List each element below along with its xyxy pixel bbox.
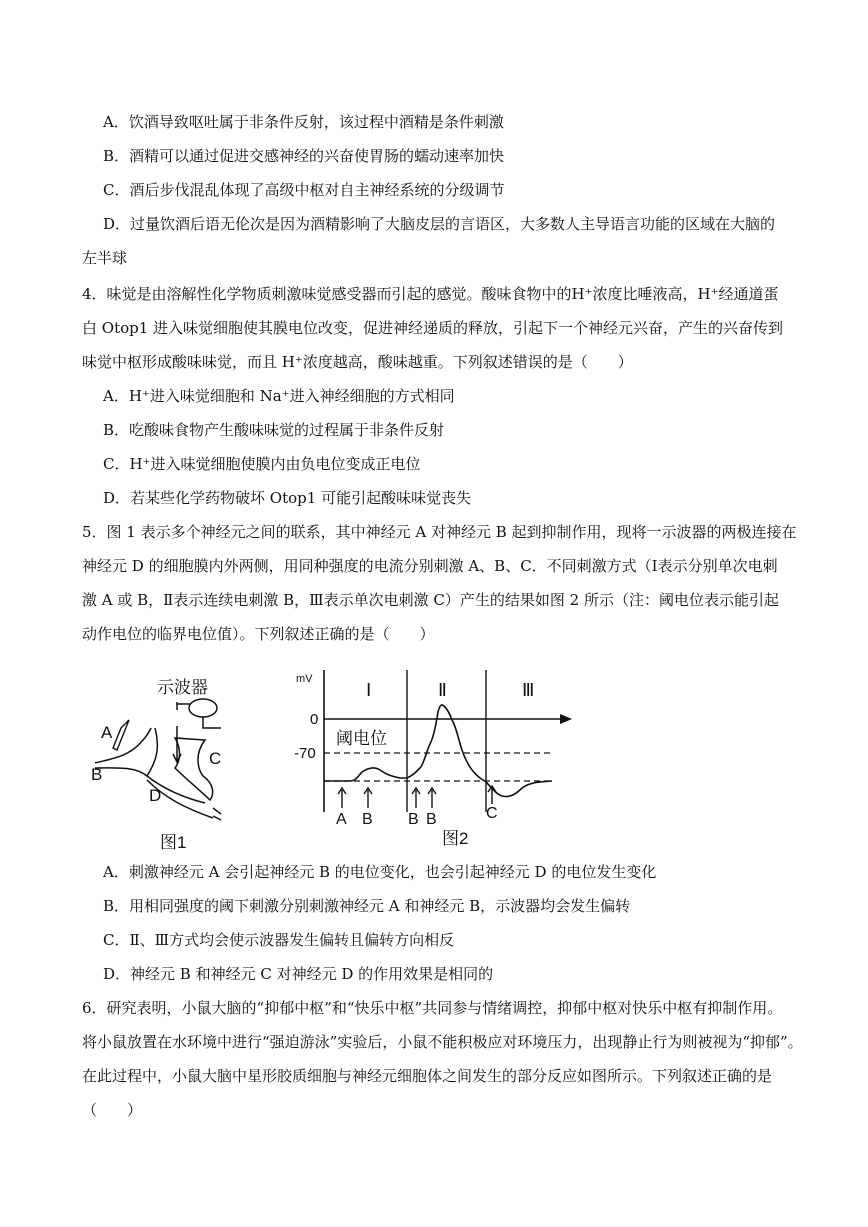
fig2-label-b3: B [426,811,437,826]
fig1-label-d: D [149,786,162,805]
fig1-label-c: C [209,749,222,768]
q3-option-b: B．酒精可以通过促进交感神经的兴奋使胃肠的蠕动速率加快 [103,147,505,165]
fig2-arrow-b2 [412,788,420,808]
fig1-label-b: B [91,765,103,784]
q5-option-b: B．用相同强度的阈下刺激分别刺激神经元 A 和神经元 B，示波器均会发生偏转 [103,897,631,915]
q5-stem-line2: 神经元 D 的细胞膜内外两侧，用同种强度的电流分别刺激 A、B、C．不同刺激方式（Ⅰ表示分别单次电刺 [82,557,778,575]
q4-stem-line1: 4．味觉是由溶解性化学物质刺激味觉感受器而引起的感觉。酸味食物中的H⁺浓度比唾液高，H⁺经通道蛋 [82,285,779,303]
figure-1-neurons [85,668,245,843]
fig2-threshold-label: 阈电位 [336,729,387,748]
fig2-zero-label: 0 [310,711,319,728]
fig2-arrow-a [338,788,346,808]
q3-option-d-cont: 左半球 [82,249,128,267]
q4-stem-line2: 白 Otop1 进入味觉细胞使其膜电位改变，促进神经递质的释放，引起下一个神经元兴奋，产生的兴奋传到 [82,319,784,337]
fig2-label-b2: B [408,811,419,826]
fig2-axis-arrow-icon [560,714,572,724]
q4-option-b: B．吃酸味食物产生酸味味觉的过程属于非条件反射 [103,421,445,439]
q5-stem-line3: 激 A 或 B，Ⅱ表示连续电刺激 B，Ⅲ表示单次电刺激 C）产生的结果如图 2 所示（注：阈电位表示能引起 [82,591,779,609]
q5-option-d: D．神经元 B 和神经元 C 对神经元 D 的作用效果是相同的 [103,965,494,983]
fig2-caption: 图2 [442,829,469,848]
q5-option-a: A．刺激神经元 A 会引起神经元 B 的电位变化，也会引起神经元 D 的电位发生变化 [103,863,657,881]
q6-stem-line2: 将小鼠放置在水环境中进行“强迫游泳”实验后，小鼠不能积极应对环境压力，出现静止行为则被视为“抑郁”。 [82,1033,803,1051]
q5-option-c: C．Ⅱ、Ⅲ方式均会使示波器发生偏转且偏转方向相反 [103,931,455,949]
fig2-section-3: Ⅲ [522,680,535,700]
fig2-label-c: C [486,805,498,822]
q3-option-d: D．过量饮酒后语无伦次是因为酒精影响了大脑皮层的言语区，大多数人主导语言功能的区域在大脑的 [103,215,776,233]
oscilloscope-icon [189,699,217,717]
fig1-label-a: A [101,723,113,742]
fig2-label-b1: B [362,811,373,826]
fig2-arrow-b1 [364,788,372,808]
fig2-section-2: Ⅱ [438,680,447,700]
figure-2-potential-plot [290,664,582,826]
q6-stem-line1: 6．研究表明，小鼠大脑的“抑郁中枢”和“快乐中枢”共同参与情绪调控，抑郁中枢对快乐中枢有抑制作用。 [82,999,783,1017]
fig2-arrow-b3 [428,788,436,808]
q3-option-c: C．酒后步伐混乱体现了高级中枢对自主神经系统的分级调节 [103,181,505,199]
q4-option-c: C．H⁺进入味觉细胞使膜内由负电位变成正电位 [103,455,421,473]
fig2-label-a: A [336,811,347,826]
oscilloscope-lead-2 [203,717,221,728]
fig2-minus70-label: -70 [294,745,316,762]
q3-option-a: A．饮酒导致呕吐属于非条件反射，该过程中酒精是条件刺激 [103,113,504,131]
fig1-caption: 图1 [160,833,187,852]
fig1-title: 示波器 [157,678,208,697]
q4-stem-line3: 味觉中枢形成酸味味觉，而且 H⁺浓度越高，酸味越重。下列叙述错误的是（ ） [82,353,633,371]
fig2-section-1: Ⅰ [366,680,372,700]
q5-stem-line4: 动作电位的临界电位值）。下列叙述正确的是（ ） [82,625,435,643]
fig2-arrow-c [488,786,496,804]
q5-stem-line1: 5．图 1 表示多个神经元之间的联系，其中神经元 A 对神经元 B 起到抑制作用，现将一示波器的两极连接在 [82,523,797,541]
q4-option-a: A．H⁺进入味觉细胞和 Na⁺进入神经细胞的方式相同 [103,387,455,405]
q6-stem-line3: 在此过程中，小鼠大脑中星形胶质细胞与神经元细胞体之间发生的部分反应如图所示。下列叙述正确的是 [82,1067,773,1085]
neuron-a-shape [113,720,129,750]
q6-stem-line4: （ ） [82,1101,143,1119]
q4-option-d: D．若某些化学药物破坏 Otop1 可能引起酸味味觉丧失 [103,489,472,507]
neuron-c-shape [175,738,213,800]
fig2-unit: mV [296,673,313,685]
